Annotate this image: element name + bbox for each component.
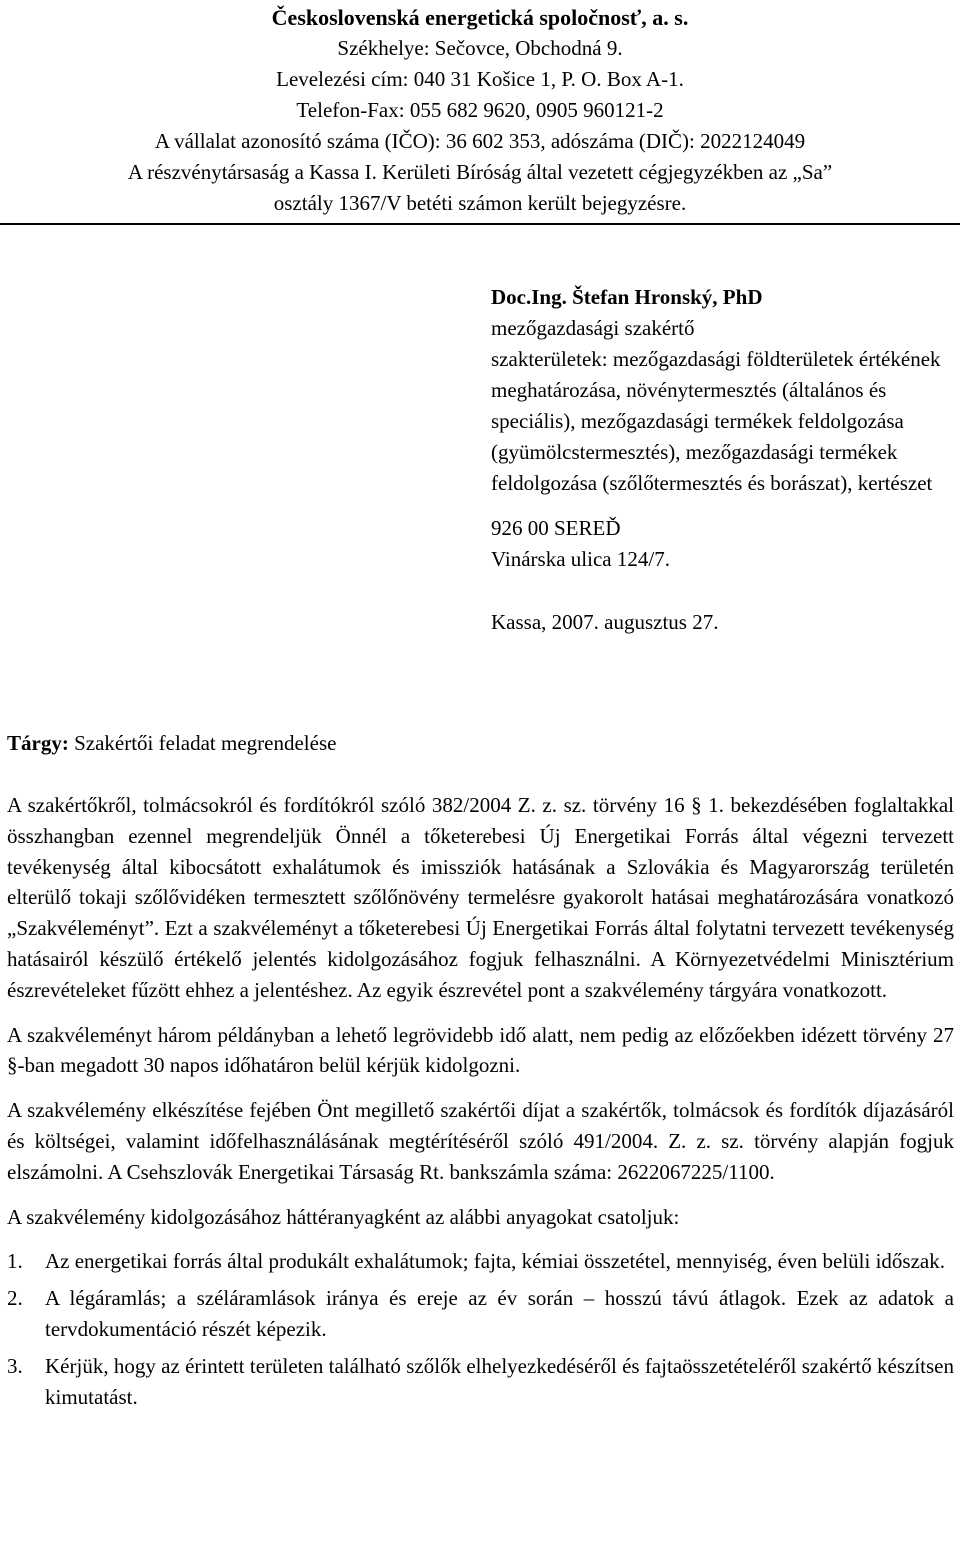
body-paragraph: A szakvélemény elkészítése fejében Önt megillető szakértői díjat a szakértők, tolmácsok és fordítók díjazásáról és költségei, valamint időfelhasználásának megtérítéséről szóló 491/2004. Z. z. sz. törvény alapján fogjuk elszámolni. A Csehszlovák Energetikai Társaság Rt. bankszámla száma: 2622067225/1100. xyxy=(7,1098,954,1184)
list-number: 1. xyxy=(7,1249,23,1274)
list-text: Kérjük, hogy az érintett területen található szőlők elhelyezkedéséről és fajtaösszetételéről szakértő készítsen kimutatást. xyxy=(45,1353,954,1409)
list-item xyxy=(7,1246,954,1277)
recipient-street: Vinárska ulica 124/7. xyxy=(491,547,670,571)
recipient-fields: szakterületek: mezőgazdasági földterületek értékének meghatározása, növénytermesztés (általános és speciális), mezőgazdasági termékek feldolgozása (gyümölcstermesztés), mezőgazdasági termékek feldolgozása (szőlőtermesztés és borászat), kertészet xyxy=(491,347,941,495)
body-paragraph: A szakértőkről, tolmácsokról és fordítókról szóló 382/2004 Z. z. sz. törvény 16 § 1. bekezdésében foglaltakkal összhangban ezennel megrendeljük Önnél a tőketerebesi Új Energetikai Forrás által végezni tervezett tevékenység által kibocsátott exhalátumok és imissziók hatásának a Szlovákia és Magyarország területén elterülő tokaji szőlővidéken termesztett szőlőnövény termelésre gyakorolt hatásai meghatározására vonatkozó „Szakvéleményt”. Ezt a szakvéleményt a tőketerebesi Új Energetikai Forrás által folytatni tervezett tevékenység hatásairól készülő értékelő jelentés kidolgozásához fogjuk felhasználni. A Környezetvédelmi Minisztérium észrevételeket fűzött ehhez a jelentéshez. Az egyik észrevétel pont a szakvélemény tárgyára vonatkozott. xyxy=(7,793,954,1002)
letterhead xyxy=(0,2,960,219)
header-divider xyxy=(0,223,960,225)
recipient-name: Doc.Ing. Štefan Hronský, PhD xyxy=(491,285,763,309)
recipient-postal: 926 00 SEREĎ xyxy=(491,516,621,540)
letterhead-line: osztály 1367/V betéti számon került bejegyzésre. xyxy=(273,191,687,215)
subject-label: Tárgy: xyxy=(7,731,69,755)
letterhead-line: A vállalat azonosító száma (IČO): 36 602 353, adószáma (DIČ): 2022124049 xyxy=(154,129,806,153)
list-number: 2. xyxy=(7,1286,23,1311)
list-text: Az energetikai forrás által produkált exhalátumok; fajta, kémiai összetétel, mennyiség, éven belüli időszak. xyxy=(45,1249,945,1274)
company-name: Československá energetická spoločnosť, a. s. xyxy=(271,5,689,30)
letter-date: Kassa, 2007. augusztus 27. xyxy=(491,610,719,634)
list-text: A légáramlás; a széláramlások iránya és ereje az év során – hosszú távú átlagok. Ezek az adatok a tervdokumentáció részét képezik. xyxy=(45,1286,954,1341)
attachment-list xyxy=(7,1246,954,1412)
body-paragraph: A szakvélemény kidolgozásához háttéranyagként az alábbi anyagokat csatoljuk: xyxy=(7,1204,680,1229)
subject-line xyxy=(7,728,336,759)
body-paragraph: A szakvéleményt három példányban a lehető legrövidebb idő alatt, nem pedig az előzőekben idézett törvény 27 §-ban megadott 30 napos időhatáron belül kérjük kidolgozni. xyxy=(7,1022,954,1078)
letterhead-line: A részvénytársaság a Kassa I. Kerületi Bíróság által vezetett cégjegyzékben az „Sa” xyxy=(127,160,833,184)
recipient-block xyxy=(491,282,951,638)
letterhead-line: Székhelye: Sečovce, Obchodná 9. xyxy=(337,36,623,60)
letterhead-line: Telefon-Fax: 055 682 9620, 0905 960121-2 xyxy=(296,98,664,122)
recipient-role: mezőgazdasági szakértő xyxy=(491,316,695,340)
letterhead-line: Levelezési cím: 040 31 Košice 1, P. O. Box A-1. xyxy=(276,67,684,91)
list-number: 3. xyxy=(7,1353,23,1378)
list-item xyxy=(7,1351,954,1413)
letter-body xyxy=(7,790,954,1418)
list-item xyxy=(7,1283,954,1345)
subject-text: Szakértői feladat megrendelése xyxy=(74,731,337,755)
